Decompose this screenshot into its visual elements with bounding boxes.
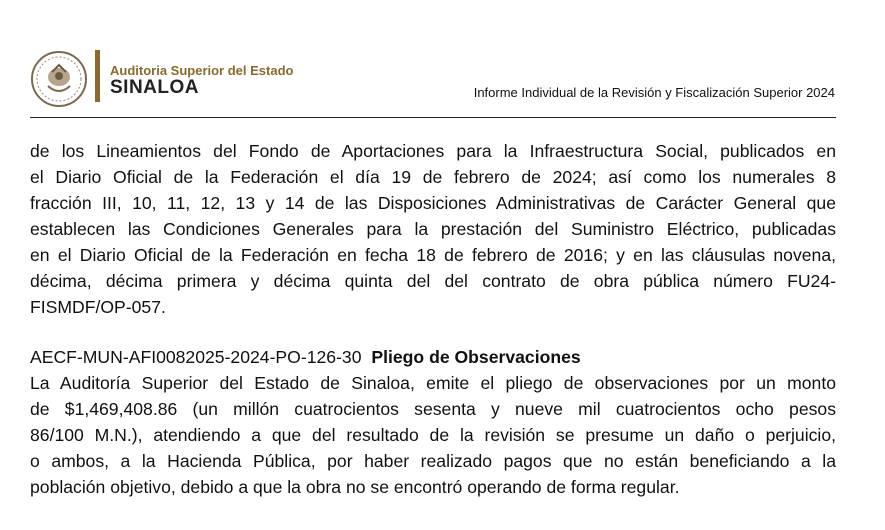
observation-title: Pliego de Observaciones xyxy=(371,347,581,367)
page-header xyxy=(0,0,885,118)
text-line: o ambos, a la Hacienda Pública, por haber realizado pagos que no están beneficiando a la xyxy=(30,451,836,471)
text-line: FISMDF/OP-057. xyxy=(30,297,166,317)
coat-of-arms-seal-icon xyxy=(30,50,88,108)
paragraph-gap xyxy=(30,320,836,344)
paragraph-1 xyxy=(30,138,836,320)
org-divider-bar xyxy=(95,50,100,102)
text-line: fracción III, 10, 11, 12, 13 y 14 de las Disposiciones Administrativas de Carácter General que xyxy=(30,193,836,213)
text-line: el Diario Oficial de la Federación el día 19 de febrero de 2024; así como los numerales 8 xyxy=(30,167,836,187)
org-name: Auditoria Superior del Estado xyxy=(110,63,294,78)
org-state: SINALOA xyxy=(110,77,199,98)
paragraph-2 xyxy=(30,370,836,500)
text-line: La Auditoría Superior del Estado de Sinaloa, emite el pliego de observaciones por un monto xyxy=(30,373,836,393)
text-line: en el Diario Oficial de la Federación en fecha 18 de febrero de 2016; y en las cláusulas novena, xyxy=(30,245,836,265)
header-rule xyxy=(30,117,836,118)
report-title: Informe Individual de la Revisión y Fiscalización Superior 2024 xyxy=(473,85,835,100)
observation-heading xyxy=(30,344,836,370)
text-line: décima, décima primera y décima quinta del del contrato de obra pública número FU24- xyxy=(30,271,836,291)
observation-code: AECF-MUN-AFI0082025-2024-PO-126-30 xyxy=(30,347,362,367)
text-line: población objetivo, debido a que la obra no se encontró operando de forma regular. xyxy=(30,477,680,497)
text-line: de los Lineamientos del Fondo de Aportaciones para la Infraestructura Social, publicados en xyxy=(30,141,836,161)
text-line: establecen las Condiciones Generales para la prestación del Suministro Eléctrico, publicadas xyxy=(30,219,836,239)
document-body xyxy=(30,138,836,500)
text-line: 86/100 M.N.), atendiendo a que del resultado de la revisión se presume un daño o perjuicio, xyxy=(30,425,836,445)
text-line: de $1,469,408.86 (un millón cuatrocientos sesenta y nueve mil cuatrocientos ocho pesos xyxy=(30,399,836,419)
